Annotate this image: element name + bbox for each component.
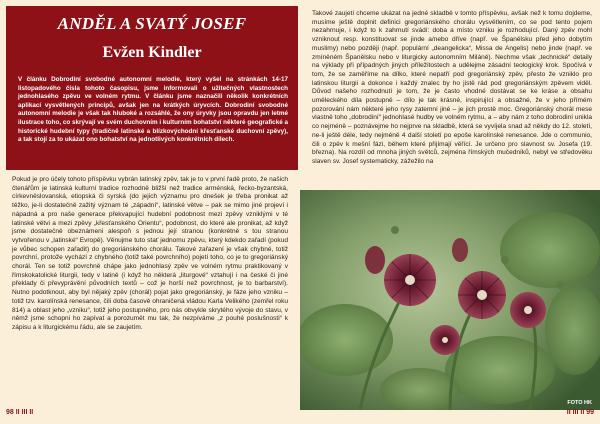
article-author: Evžen Kindler [102, 44, 202, 61]
page-number-left: 98 II III II [6, 409, 34, 416]
article-header-box [6, 6, 298, 170]
photo-credit: FOTO HK [567, 400, 592, 406]
article-body-right: Takové zaujetí chceme ukázat na jedné skladbě v tomto příspěvku, avšak než k tomu dojdeme, musíme ještě doplnit definici gregoriánského chorálu vysvětlením, co se pod tento pojem nezahrnuje, i když to k zahrnutí svádí: doba a místo vzniku je rozhodující. Daný zpěv mohl vzniknout resp. konstituovat se jinde a/nebo dříve (např. ve Španělsku před jeho dobytím muslimy) nebo později (např. populární „deangelicka“, Missa de Angelis) nebo jinde (např. ve zmíněném Španělsku nebo v liturgicky autonomním Miláně). Nechme však „technické“ detaily na výklady při případných jiných příležitostech a udělejme zásadní teologický krok. Spočívá v tom, že se zaměříme na dílko, které nepatří pod gregoriánský zpěv, přesto že vzniklo pro latinskou liturgii a dokonce i každý znalec by ho jistě rád pod gregoriánským zpěvem viděl. Důvod našeho rozhodnutí je tom, že je často vhodné dostávat se ke kráse a obsahu uměleckého díla postupně – dílo je tak krásné, inspirující a obsažné, že v jeho přímém pozorování nám některé jeho rysy zatemní jiné – je jich prostě moc. Gregoriánský chorál mese vlastně toho „dobrodiní“ jednohlasé hudby ve volném rytmu, a – aby nám z toho dobrodiní unikla co nejméně – poznávejme ho nejprve na skladbě, která se vyvíjela snad až někdy do 12. století, ne-li ještě déle, tedy nejméně 4 další století po epoše karolínské renesance. Jde o communio, čili o zpěv k mešní fázi, během které přijímají věřící. Je určeno pro slavnost sv. Josefa (19. března). Na rozdíl od mnoha jiných světců, zejména římských mučedníků, nebyl ve středověku slaven sv. Josef systematicky, zážežilo na [312, 10, 592, 165]
page-number-right: II III II 99 [566, 409, 594, 416]
article-title: ANDĚL A SVATÝ JOSEF [57, 14, 247, 33]
mallow-flowers-illustration [300, 190, 600, 410]
article-intro: V článku Dobrodiní svobodné autonomní melodie, který vyšel na stránkách 14-17 listopadového čísla tohoto časopisu, jsme informovali o užitečných vlastnostech jednohlasého zpěvu ve volném rytmu. V článku jsme naznačili několik konkrétních aplikací vysvětlených principů, avšak jen na krátkých úryvcích. Dobrodiní svobodné autonomní melodie je však tak hluboké a rozsáhlé, že ony úryvky jsou opravdu jen letmé ilustrace toho, co skrývají ve svém duchovním i kulturním bohatství některé geografické a historické hudební typy (tradičně latinské a blízkovýchodní křesťanské duchovní zpěvy), a tak stojí za to ukázat ono bohatství na jednotlivých konkrétních dílech. [18, 76, 288, 144]
flower-photo [300, 190, 600, 410]
article-body-left: Pokud je pro účely tohoto příspěvku vybrán latinský zpěv, tak je to v první řadě proto, že našich čtenářům je latinská kulturní tradice rozhodně bližší než tradice arménská, řecko-byzantská, církevněslovanská, etiopská či syrská (do jejich významu pro dnešek je třeba pronikat až těžko, je-li dostatečně zažitý význam té „západní“, latinské větve – pak se mimo jiné projeví i nápadná a pro naše generace překvapující hudební podobnost mezi zpěvy vzniklými v té latinské větvi a mezi zpěvy „křesťanského Orientu“, podobnost, do které ale pronikat, až když jsme dostatečně obeznámeni alespoň s jednou její stranou (konkrétně s tou stranou vytvořenou v „latinské“ Evropě). Věnujme tuto stať jednomu zpěvu, který kdekdo zařadí (pokud je vůbec schopen zařadit) do gregoriánského chorálu. Takové zařazení je však chybné, totiž povrchní, protože vychází z chybného (totiž také povrchního) pojetí toho, co je to gregoriánský chorál. Ten se totiž povrchně chápe jako jednohlasý zpěv ve volném rytmu praktikovaný v římskokatolické liturgii, tedy v latině (i když ho některá „liturgové“ vztahují i na české či jiné překlady či převyprávění původních textů – což je horší než povrchnost, je to barbarství). Nutno podotknout, aby byl nějaký zpěv (chorál) pojat jako gregoriánský, je fáze jeho vzniku – totiž tzv. karolínská renesance, čili doba časově ohraničená vládou Karla Velikého (zemřel roku 814) a oblast jeho „vzniku“, totiž jeho postupného, pro nás obvykle skrytého vývoje do stavu, v němž jsme schopni ho zapívat a porozumět mu tak, že nezpíváme „z pouhé poslušnosti“ k zápisu a k liturgickému řádu, ale se zaujetím. [12, 176, 288, 331]
right-page [300, 0, 600, 424]
